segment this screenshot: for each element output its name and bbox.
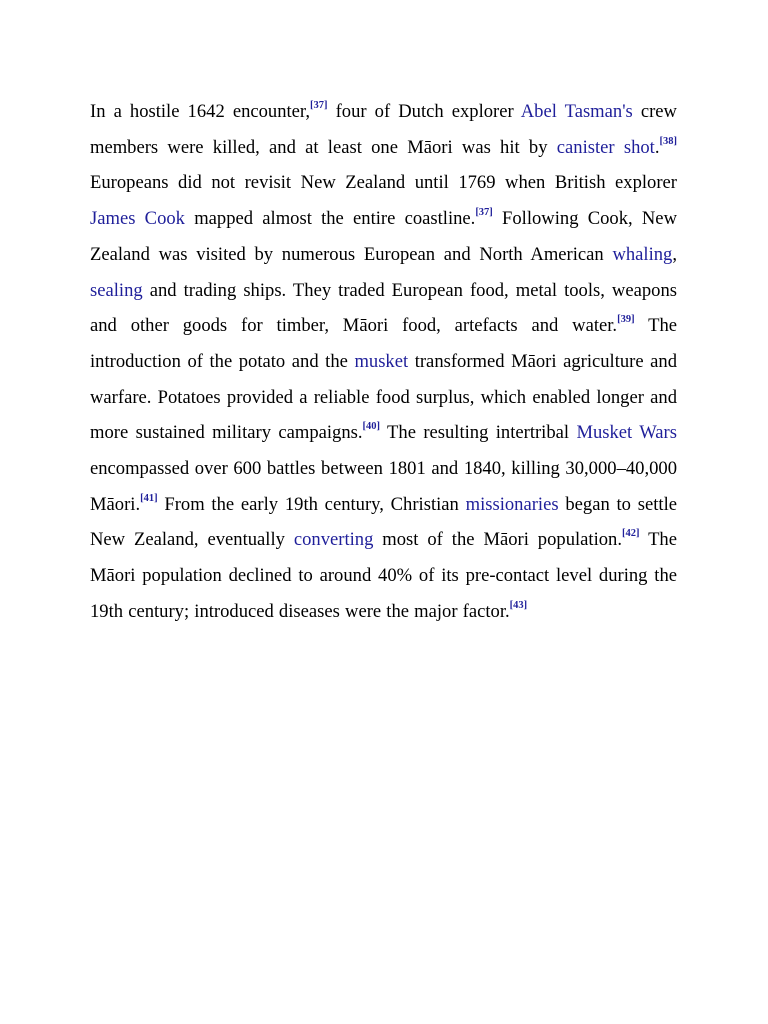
- text-run: In a hostile 1642 encounter,: [90, 101, 311, 122]
- text-run: Europeans did not revisit New Zealand until 1769 when British explorer: [90, 172, 677, 194]
- musket-link[interactable]: musket: [354, 350, 409, 372]
- converting-link[interactable]: converting: [293, 529, 374, 551]
- whaling-link[interactable]: whaling: [612, 243, 673, 265]
- text-run: ,: [672, 243, 677, 265]
- text-run: .: [654, 136, 660, 158]
- abel-tasman-link[interactable]: Abel Tasman's: [520, 101, 633, 122]
- text-run: The introduction of the potato and the: [90, 315, 677, 372]
- text-run: The Māori population declined to around 40% of its pre-contact level during the 19th century; introduced diseases were the major factor.: [90, 529, 677, 622]
- text-run: transformed Māori agriculture and warfare. Potatoes provided a reliable food surplus, which enabled longer and more sustained military campaigns.: [90, 350, 678, 444]
- history-paragraph: [90, 94, 677, 630]
- canister-shot-link[interactable]: canister shot: [556, 136, 655, 158]
- citation-37b-link[interactable]: [37]: [475, 207, 493, 219]
- text-run: From the early 19th century, Christian: [157, 493, 466, 515]
- text-run: encompassed over 600 battles between 1801 and 1840, killing 30,000–40,000 Māori.: [90, 458, 677, 515]
- musket-wars-link[interactable]: Musket Wars: [576, 422, 677, 444]
- citation-42-link[interactable]: [42]: [621, 528, 640, 540]
- citation-43-link[interactable]: [43]: [509, 599, 528, 611]
- text-run: crew members were killed, and at least one Māori was hit by: [90, 101, 677, 158]
- citation-41-link[interactable]: [41]: [140, 492, 158, 504]
- text-run: and trading ships. They traded European food, metal tools, weapons and other goods for timber, Māori food, artefacts and water.: [90, 279, 677, 337]
- citation-38-link[interactable]: [38]: [659, 135, 677, 147]
- citation-37-link[interactable]: [37]: [310, 100, 328, 111]
- citation-40-link[interactable]: [40]: [362, 421, 381, 433]
- text-run: most of the Māori population.: [373, 529, 622, 551]
- sealing-link[interactable]: sealing: [90, 279, 143, 301]
- missionaries-link[interactable]: missionaries: [465, 493, 559, 515]
- text-run: The resulting intertribal: [380, 422, 577, 444]
- citation-39-link[interactable]: [39]: [617, 314, 635, 326]
- james-cook-link[interactable]: James Cook: [90, 208, 185, 230]
- text-run: mapped almost the entire coastline.: [184, 208, 476, 230]
- text-run: four of Dutch explorer: [327, 101, 521, 122]
- text-run: began to settle New Zealand, eventually: [90, 493, 677, 551]
- text-run: Following Cook, New Zealand was visited by numerous European and North American: [90, 208, 677, 265]
